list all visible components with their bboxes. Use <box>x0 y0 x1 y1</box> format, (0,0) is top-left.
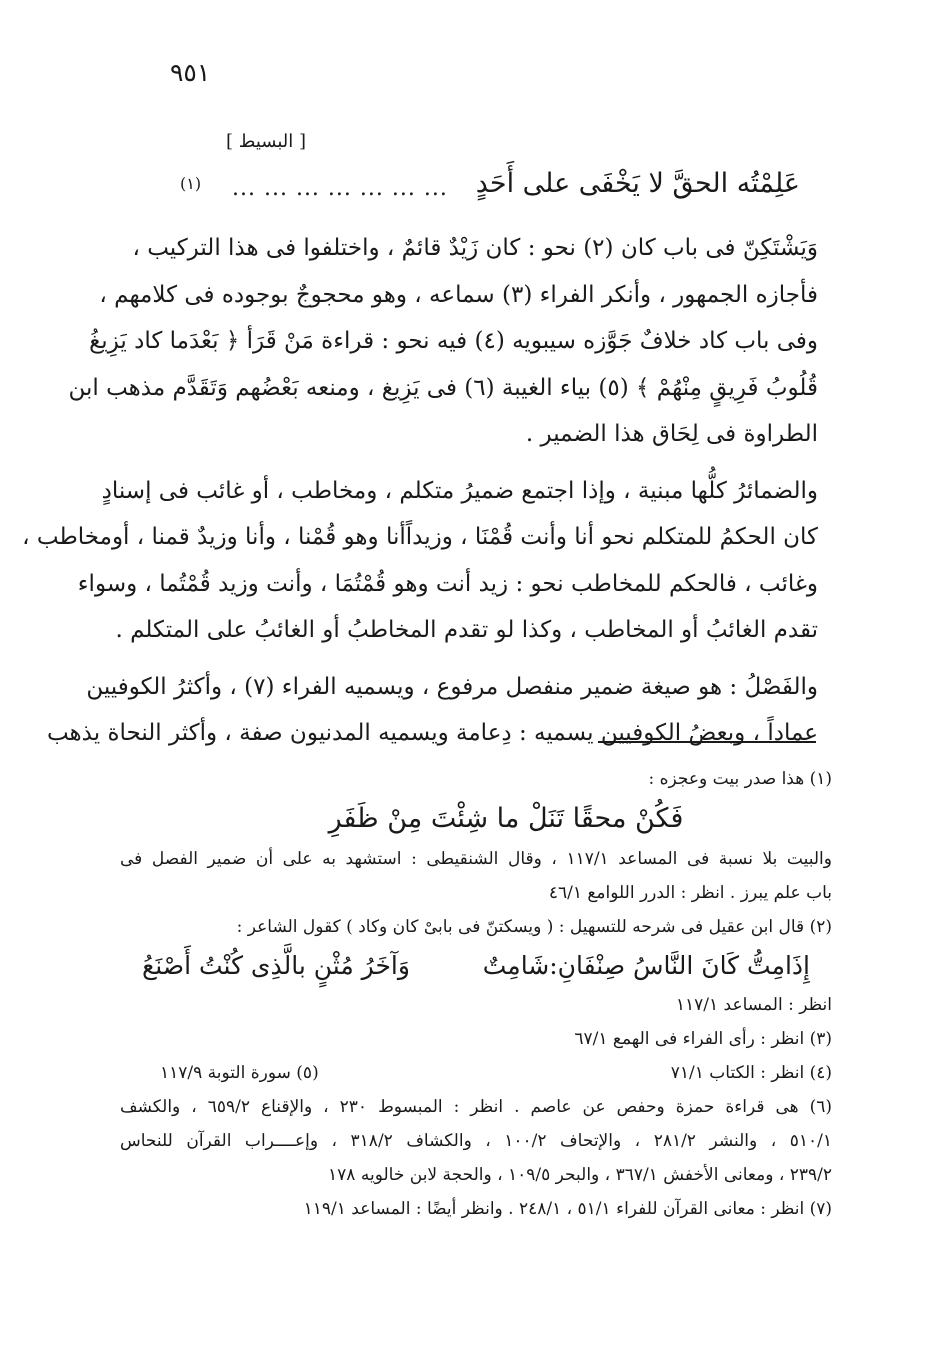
footnote-separator <box>598 741 816 743</box>
text-line: وَيَشْتَكِنّ فى باب كان (٢) نحو : كان زَيْدٌ قائمٌ ، واختلفوا فى هذا التركيب ، <box>132 235 818 261</box>
footnote-6-line: (٦) هى قراءة حمزة وحفص عن عاصم . انظر : المبسوط ٢٣٠ ، والإقناع ٦٥٩/٢ ، والكشف <box>120 1097 832 1117</box>
text-line: عماداً ، وبعضُ الكوفيين يسميه : دِعامة ويسميه المدنيون صفة ، وأكثر النحاة يذهب <box>46 720 818 746</box>
footnote-6-line: ٥١٠/١ ، والنشر ٢٨١/٢ ، والإتحاف ١٠٠/٢ ، والكشاف ٣١٨/٢ ، وإعــــراب القرآن للنحاس <box>120 1131 833 1151</box>
text-line: وغائب ، فالحكم للمخاطب نحو : زيد أنت وهو قُمْتُمَا ، وأنت وزيد قُمْتُما ، وسواء <box>77 570 818 597</box>
verse-second-half: ... ... ... ... ... ... ... <box>232 176 448 201</box>
footnote-7: (٧) انظر : معانى القرآن للفراء ٥١/١ ، ٢٤٨/١ . وانظر أيضًا : المساعد ١١٩/١ <box>303 1199 832 1219</box>
text-line: وفى باب كاد خلافٌ جَوَّزه سيبويه (٤) فيه نحو : قراءة مَنْ قَرَأ ﴿ بَعْدَما كاد يَزِيغُ <box>89 328 818 354</box>
footnote-1-line: باب علم يبرز . انظر : الدرر اللوامع ٤٦/١ <box>548 883 832 903</box>
footnote-6-line: ٢٣٩/٢ ، ومعانى الأخفش ٣٦٧/١ ، والبحر ١٠٩/٥ ، والحجة لابن خالويه ١٧٨ <box>328 1165 832 1185</box>
footnote-2-line: انظر : المساعد ١١٧/١ <box>675 995 832 1015</box>
text-line: تقدم الغائبُ أو المخاطب ، وكذا لو تقدم المخاطبُ أو الغائبُ على المتكلم . <box>115 617 818 643</box>
text-line: قُلُوبُ فَرِيقٍ مِنْهُمْ ﴾ (٥) بياء الغيبة (٦) فى يَزِيغ ، ومنعه بَعْضُهم وَتَقَدَّم مذهب ابن <box>68 374 818 401</box>
footnote-4-5-row <box>120 1056 832 1090</box>
footnote-1-intro: (١) هذا صدر بيت وعجزه : <box>648 769 832 789</box>
footnote-1-poem: فَكُنْ محقًا تَنَلْ ما شِئْتَ مِنْ ظَفَرِ <box>328 803 684 834</box>
text-line: والضمائرُ كلُّها مبنية ، وإذا اجتمع ضميرُ متكلم ، ومخاطب ، أو غائب فى إسنادٍ <box>101 477 818 504</box>
footnote-2-poem-first: إِذَامِتُّ كَانَ النَّاسُ صِنْفَانِ:شَامِتٌ <box>482 951 810 980</box>
meter-label: [ البسيط ] <box>226 131 306 152</box>
main-text <box>22 225 818 757</box>
text-line: والفَصْلُ : هو صيغة ضمير منفصل مرفوع ، ويسميه الفراء (٧) ، وأكثرُ الكوفيين <box>86 673 818 700</box>
paragraph-1 <box>68 225 818 458</box>
text-line: فأجازه الجمهور ، وأنكر الفراء (٣) سماعه ، وهو محجوجٌ بوجوده فى كلامهم ، <box>99 281 818 308</box>
page-number: ٩٥١ <box>170 58 211 87</box>
footnote-2-poem <box>142 944 832 988</box>
text-line: الطراوة فى لِحَاق هذا الضمير . <box>525 421 818 447</box>
footnote-2-line: (٢) قال ابن عقيل فى شرحه للتسهيل : ( ويسكتنّ فى بابىْ كان وكاد ) كقول الشاعر : <box>236 917 832 937</box>
footnotes <box>120 762 832 1226</box>
footnote-5: (٥) سورة التوبة ١١٧/٩ <box>160 1063 319 1083</box>
verse-line <box>180 168 800 218</box>
footnote-1-line: والبيت بلا نسبة فى المساعد ١١٧/١ ، وقال الشنقيطى : استشهد به على أن ضمير الفصل فى <box>120 849 832 869</box>
footnote-3: (٣) انظر : رأى الفراء فى الهمع ٦٧/١ <box>574 1029 832 1049</box>
text-line: كان الحكمُ للمتكلم نحو أنا وأنت قُمْنَا ، وزيداًأنا وهو قُمْنا ، وأنا وزيدٌ قمنا ، أومخاطب ، <box>22 524 818 550</box>
paragraph-2 <box>22 468 818 654</box>
verse-first-half: عَلِمْتُه الحقَّ لا يَخْفَى على أَحَدٍ <box>475 168 800 199</box>
footnote-4: (٤) انظر : الكتاب ٧١/١ <box>670 1063 832 1083</box>
verse-footnote-ref: (١) <box>180 174 202 193</box>
footnote-2-poem-second: وَآخَرُ مُثْنٍ بالَّذِى كُنْتُ أَصْنَعُ <box>142 951 410 980</box>
